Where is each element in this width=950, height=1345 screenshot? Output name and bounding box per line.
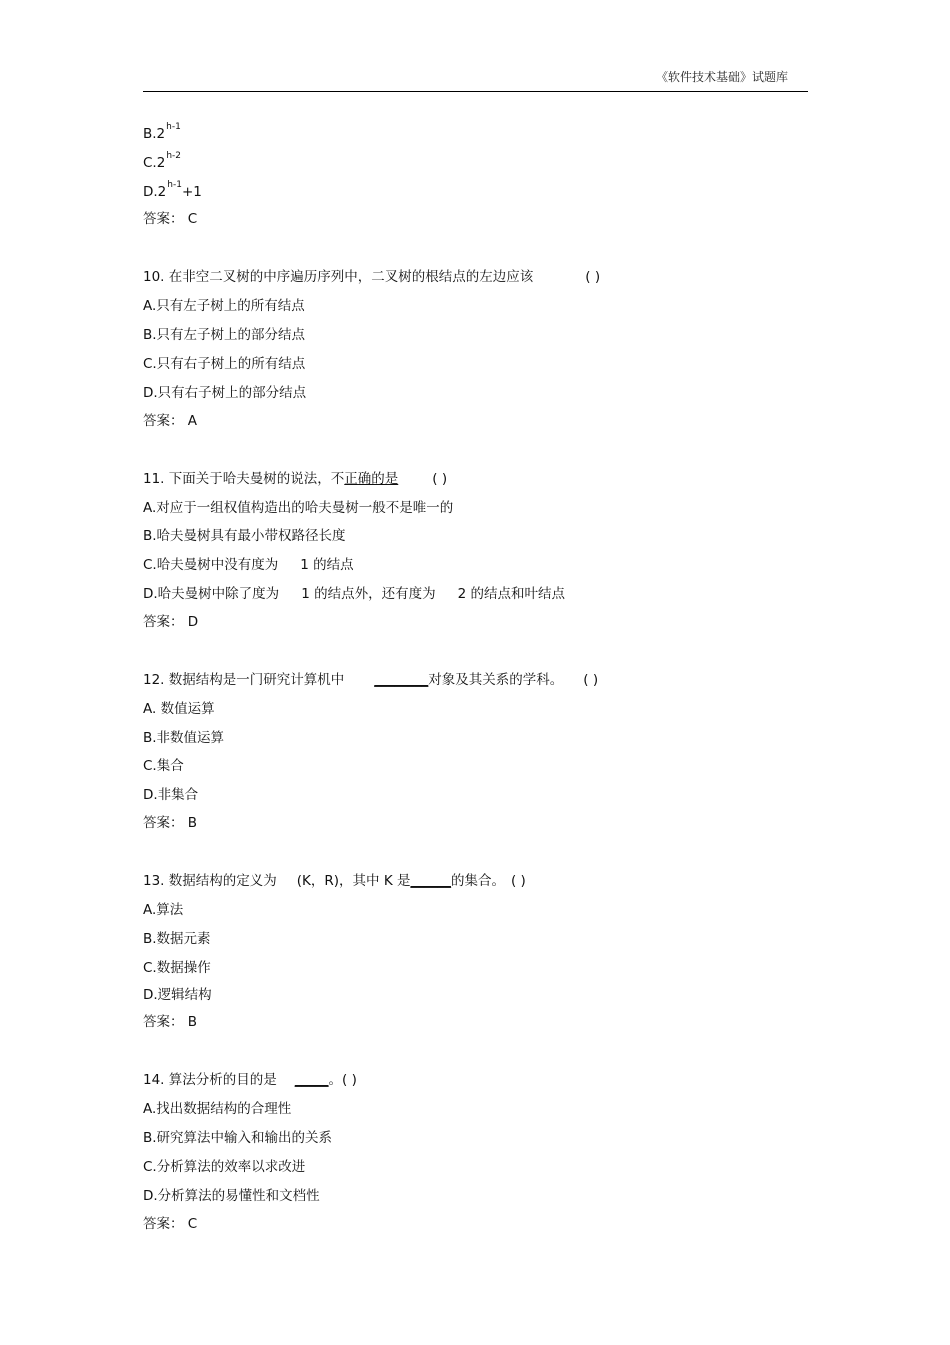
q12-answer: 答案： B xyxy=(143,814,198,831)
question-content xyxy=(143,120,808,1238)
q12-paren: ( ) xyxy=(583,671,599,688)
q10-paren: ( ) xyxy=(585,269,601,286)
q10-option-b: B.只有左子树上的部分结点 xyxy=(143,327,306,344)
q11-paren: ( ) xyxy=(432,470,448,487)
q14-option-a: A.找出数据结构的合理性 xyxy=(143,1101,292,1118)
prev-option-b: B.2$^{h-1}$ xyxy=(143,122,181,142)
q11-option-d: D.哈夫曼树中除了度为 1 的结点外，还有度为 2 的结点和叶结点 xyxy=(143,585,565,602)
q14-option-d: D.分析算法的易懂性和文档性 xyxy=(143,1187,320,1204)
header-title: 《软件技术基础》试题库 xyxy=(655,70,788,84)
q12-blank: ________ xyxy=(374,671,429,688)
q12-stem: 12. 数据结构是一门研究计算机中 ________对象及其关系的学科。 ( ) xyxy=(143,665,808,695)
q11-option-a: A.对应于一组权值构造出的哈夫曼树一般不是唯一的 xyxy=(143,499,454,516)
q12-option-c: C.集合 xyxy=(143,758,184,775)
q10-option-c: C.只有右子树上的所有结点 xyxy=(143,355,306,372)
q11-option-b: B.哈夫曼树具有最小带权路径长度 xyxy=(143,528,346,545)
q12-option-a: A. 数值运算 xyxy=(143,700,215,717)
q10-option-d: D.只有右子树上的部分结点 xyxy=(143,384,307,401)
q13-option-c: C.数据操作 xyxy=(143,959,211,976)
q13-paren: ( ) xyxy=(510,872,526,889)
q13-option-b: B.数据元素 xyxy=(143,930,211,947)
q11-stem: 11. 下面关于哈夫曼树的说法，不正确的是 ( ) xyxy=(143,464,808,494)
q14-option-c: C.分析算法的效率以求改进 xyxy=(143,1158,306,1175)
prev-option-c: C.2$^{h-2}$ xyxy=(143,150,181,171)
q10-answer: 答案： A xyxy=(143,412,198,429)
q10-option-a: A.只有左子树上的所有结点 xyxy=(143,298,305,315)
q12-option-d: D.非集合 xyxy=(143,787,199,804)
q13-answer: 答案： B xyxy=(143,1014,198,1031)
q14-answer: 答案： C xyxy=(143,1215,198,1232)
q14-option-b: B.研究算法中输入和输出的关系 xyxy=(143,1130,333,1147)
prev-option-d: $D.2^{h-1}+1$ xyxy=(143,179,202,200)
q13-option-d: D.逻辑结构 xyxy=(143,987,212,1004)
q14-stem: 14. 算法分析的目的是 _____。( ) xyxy=(143,1072,357,1089)
q13-stem: 13. 数据结构的定义为 (K，R)，其中 K 是______的集合。 ( ) xyxy=(143,866,808,896)
q11-option-c: C.哈夫曼树中没有度为 1 的结点 xyxy=(143,557,354,574)
q14-blank: _____ xyxy=(294,1072,329,1089)
q13-blank: ______ xyxy=(410,872,451,889)
header-rule xyxy=(143,91,808,92)
q12-option-b: B.非数值运算 xyxy=(143,729,225,746)
q13-option-a: A.算法 xyxy=(143,901,184,918)
prev-answer: 答案： C xyxy=(143,211,198,228)
q11-answer: 答案： D xyxy=(143,613,199,630)
q10-stem: 10. 在非空二叉树的中序遍历序列中，二叉树的根结点的左边应该 ( ) xyxy=(143,262,808,292)
